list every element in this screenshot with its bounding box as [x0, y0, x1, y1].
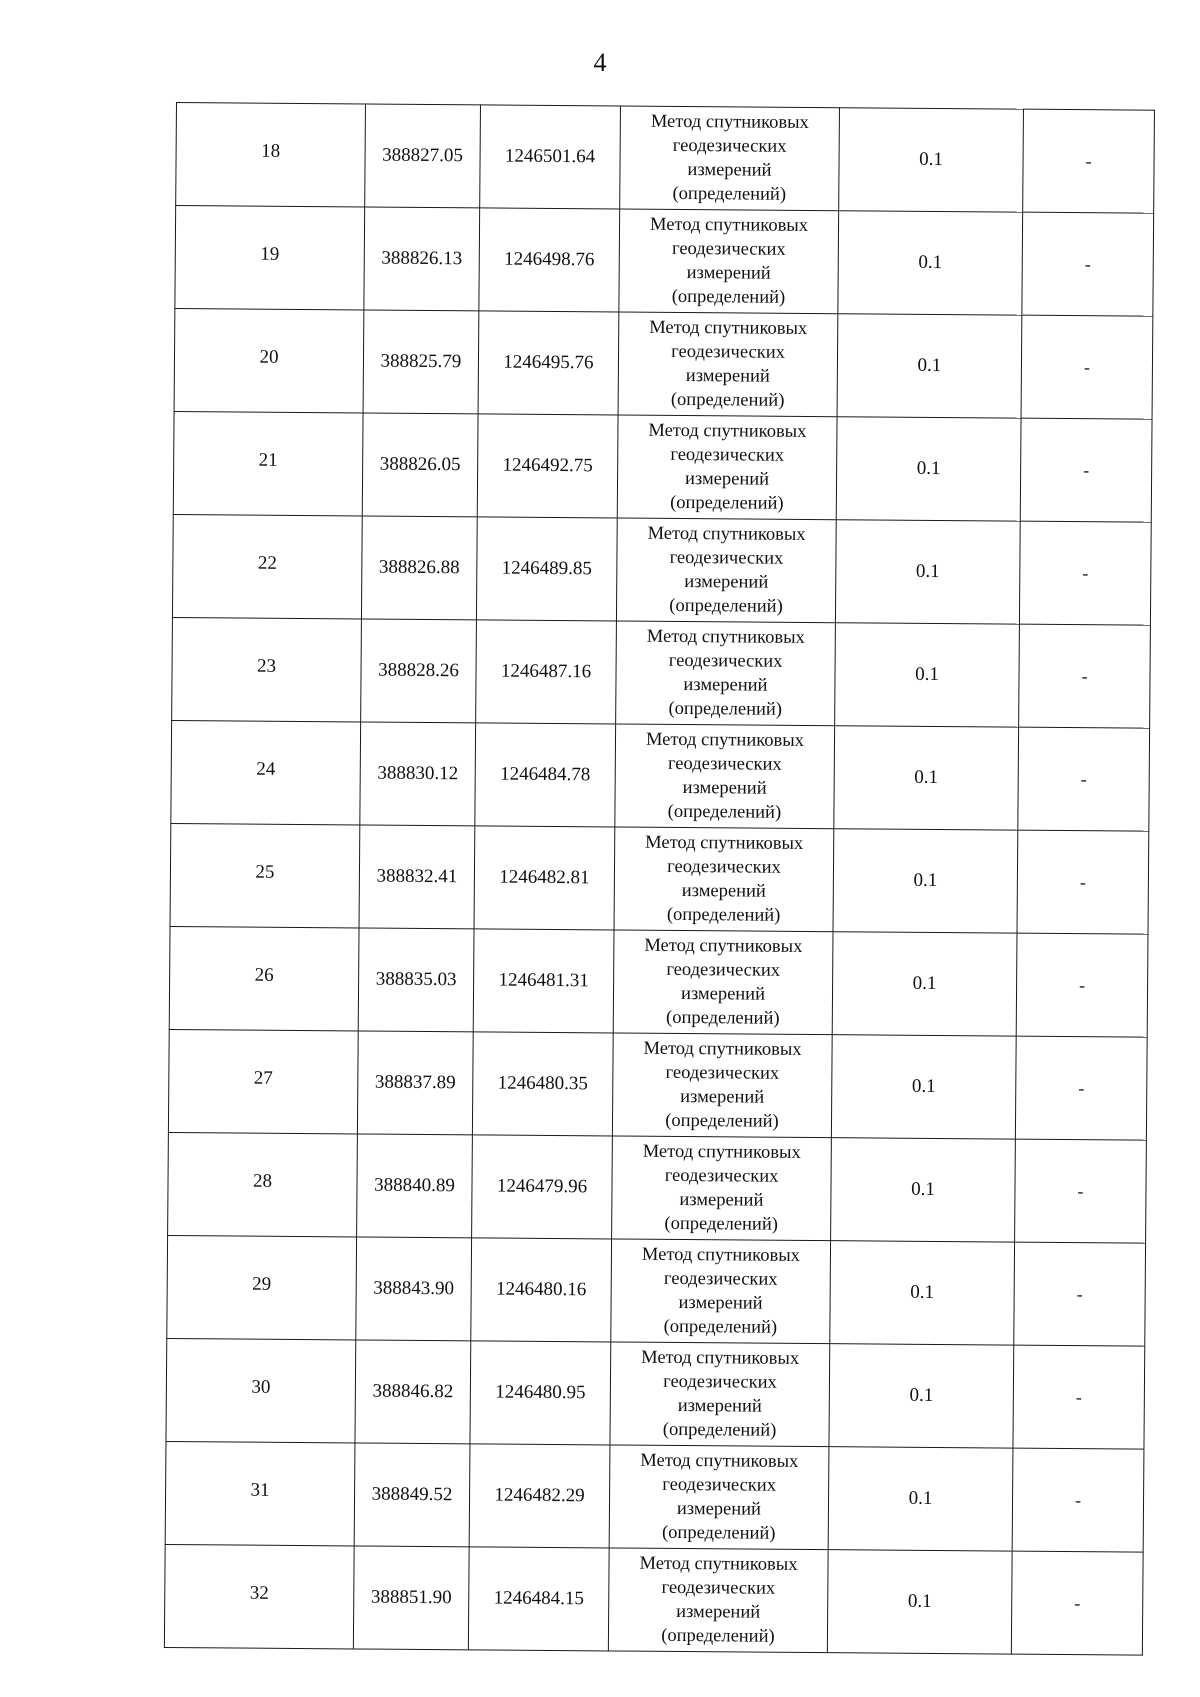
method-cell: Метод спутниковых геодезических измерений (определений)	[616, 621, 836, 726]
table-row	[174, 308, 1153, 419]
point-number-cell: 26	[169, 926, 359, 1030]
x-coordinate-cell: 388832.41	[359, 825, 475, 929]
x-coordinate-cell: 388826.05	[362, 413, 478, 517]
method-cell: Метод спутниковых геодезических измерений (определений)	[619, 209, 839, 314]
x-coordinate-cell: 388835.03	[358, 928, 474, 1032]
accuracy-cell: 0.1	[839, 108, 1024, 212]
accuracy-cell: 0.1	[831, 1138, 1016, 1242]
y-coordinate-cell: 1246480.16	[471, 1238, 612, 1342]
method-cell: Метод спутниковых геодезических измерений (определений)	[620, 106, 840, 211]
note-cell: -	[1016, 933, 1148, 1037]
note-cell: -	[1011, 1551, 1143, 1655]
method-cell: Метод спутниковых геодезических измерений (определений)	[610, 1342, 830, 1447]
table-row	[173, 411, 1152, 522]
method-cell: Метод спутниковых геодезических измерений (определений)	[612, 1136, 832, 1241]
x-coordinate-cell: 388825.79	[363, 310, 479, 414]
table-row	[172, 514, 1151, 625]
x-coordinate-cell: 388826.88	[361, 516, 477, 620]
point-number-cell: 31	[165, 1441, 355, 1545]
table-row	[164, 1544, 1143, 1655]
note-cell: -	[1017, 830, 1149, 934]
table-row	[165, 1441, 1144, 1552]
accuracy-cell: 0.1	[832, 932, 1017, 1036]
point-number-cell: 25	[170, 823, 360, 927]
point-number-cell: 23	[172, 617, 362, 721]
accuracy-cell: 0.1	[828, 1447, 1013, 1551]
x-coordinate-cell: 388827.05	[365, 104, 481, 208]
method-cell: Метод спутниковых геодезических измерений (определений)	[617, 415, 837, 520]
point-number-cell: 18	[176, 103, 366, 207]
table-row	[172, 617, 1151, 728]
table-row	[167, 1235, 1146, 1346]
note-cell: -	[1019, 521, 1151, 625]
method-cell: Метод спутниковых геодезических измерений (определений)	[612, 1033, 832, 1138]
method-cell: Метод спутниковых геодезических измерений (определений)	[613, 930, 833, 1035]
x-coordinate-cell: 388843.90	[356, 1237, 472, 1341]
point-number-cell: 32	[164, 1544, 354, 1648]
method-cell: Метод спутниковых геодезических измерений (определений)	[609, 1445, 829, 1550]
method-cell: Метод спутниковых геодезических измерений (определений)	[614, 827, 834, 932]
point-number-cell: 24	[171, 720, 361, 824]
method-cell: Метод спутниковых геодезических измерений (определений)	[608, 1548, 828, 1653]
accuracy-cell: 0.1	[833, 829, 1018, 933]
x-coordinate-cell: 388830.12	[360, 722, 476, 826]
y-coordinate-cell: 1246484.78	[475, 723, 616, 827]
accuracy-cell: 0.1	[827, 1550, 1012, 1654]
note-cell: -	[1020, 418, 1152, 522]
y-coordinate-cell: 1246495.76	[478, 311, 619, 415]
table-row	[168, 1132, 1147, 1243]
note-cell: -	[1022, 212, 1154, 316]
y-coordinate-cell: 1246487.16	[476, 620, 617, 724]
y-coordinate-cell: 1246498.76	[479, 208, 620, 312]
table-row	[169, 926, 1148, 1037]
x-coordinate-cell: 388849.52	[354, 1443, 470, 1547]
accuracy-cell: 0.1	[838, 211, 1023, 315]
y-coordinate-cell: 1246481.31	[473, 929, 614, 1033]
y-coordinate-cell: 1246492.75	[477, 414, 618, 518]
y-coordinate-cell: 1246482.81	[474, 826, 615, 930]
point-number-cell: 19	[175, 206, 365, 310]
method-cell: Метод спутниковых геодезических измерений (определений)	[611, 1239, 831, 1344]
point-number-cell: 21	[173, 411, 363, 515]
note-cell: -	[1018, 727, 1150, 831]
note-cell: -	[1012, 1448, 1144, 1552]
accuracy-cell: 0.1	[829, 1344, 1014, 1448]
note-cell: -	[1014, 1242, 1146, 1346]
accuracy-cell: 0.1	[837, 314, 1022, 418]
y-coordinate-cell: 1246484.15	[468, 1547, 609, 1651]
accuracy-cell: 0.1	[831, 1035, 1016, 1139]
note-cell: -	[1023, 109, 1155, 213]
y-coordinate-cell: 1246479.96	[472, 1135, 613, 1239]
note-cell: -	[1013, 1345, 1145, 1449]
table-row	[171, 720, 1150, 831]
y-coordinate-cell: 1246480.95	[470, 1341, 611, 1445]
point-number-cell: 27	[168, 1029, 358, 1133]
x-coordinate-cell: 388828.26	[361, 619, 477, 723]
table-body	[164, 103, 1154, 1656]
accuracy-cell: 0.1	[835, 623, 1020, 727]
table-wrapper	[164, 102, 1154, 1656]
method-cell: Метод спутниковых геодезических измерений (определений)	[615, 724, 835, 829]
x-coordinate-cell: 388851.90	[353, 1546, 469, 1650]
table-row	[170, 823, 1149, 934]
point-number-cell: 20	[174, 308, 364, 412]
point-number-cell: 22	[172, 514, 362, 618]
note-cell: -	[1015, 1139, 1147, 1243]
x-coordinate-cell: 388826.13	[364, 207, 480, 311]
table-row	[176, 103, 1155, 214]
point-number-cell: 30	[166, 1338, 356, 1442]
note-cell: -	[1021, 315, 1153, 419]
accuracy-cell: 0.1	[835, 520, 1020, 624]
accuracy-cell: 0.1	[830, 1241, 1015, 1345]
x-coordinate-cell: 388837.89	[357, 1031, 473, 1135]
y-coordinate-cell: 1246501.64	[480, 105, 621, 209]
coordinates-table	[164, 102, 1155, 1656]
y-coordinate-cell: 1246480.35	[472, 1032, 613, 1136]
note-cell: -	[1015, 1036, 1147, 1140]
table-row	[166, 1338, 1145, 1449]
table-row	[168, 1029, 1147, 1140]
method-cell: Метод спутниковых геодезических измерений (определений)	[618, 312, 838, 417]
x-coordinate-cell: 388846.82	[355, 1340, 471, 1444]
page-number: 4	[593, 48, 607, 77]
y-coordinate-cell: 1246489.85	[476, 517, 617, 621]
method-cell: Метод спутниковых геодезических измерений (определений)	[616, 518, 836, 623]
note-cell: -	[1019, 624, 1151, 728]
accuracy-cell: 0.1	[836, 417, 1021, 521]
y-coordinate-cell: 1246482.29	[469, 1444, 610, 1548]
point-number-cell: 28	[168, 1132, 358, 1236]
x-coordinate-cell: 388840.89	[357, 1134, 473, 1238]
accuracy-cell: 0.1	[834, 726, 1019, 830]
point-number-cell: 29	[167, 1235, 357, 1339]
table-row	[175, 206, 1154, 317]
